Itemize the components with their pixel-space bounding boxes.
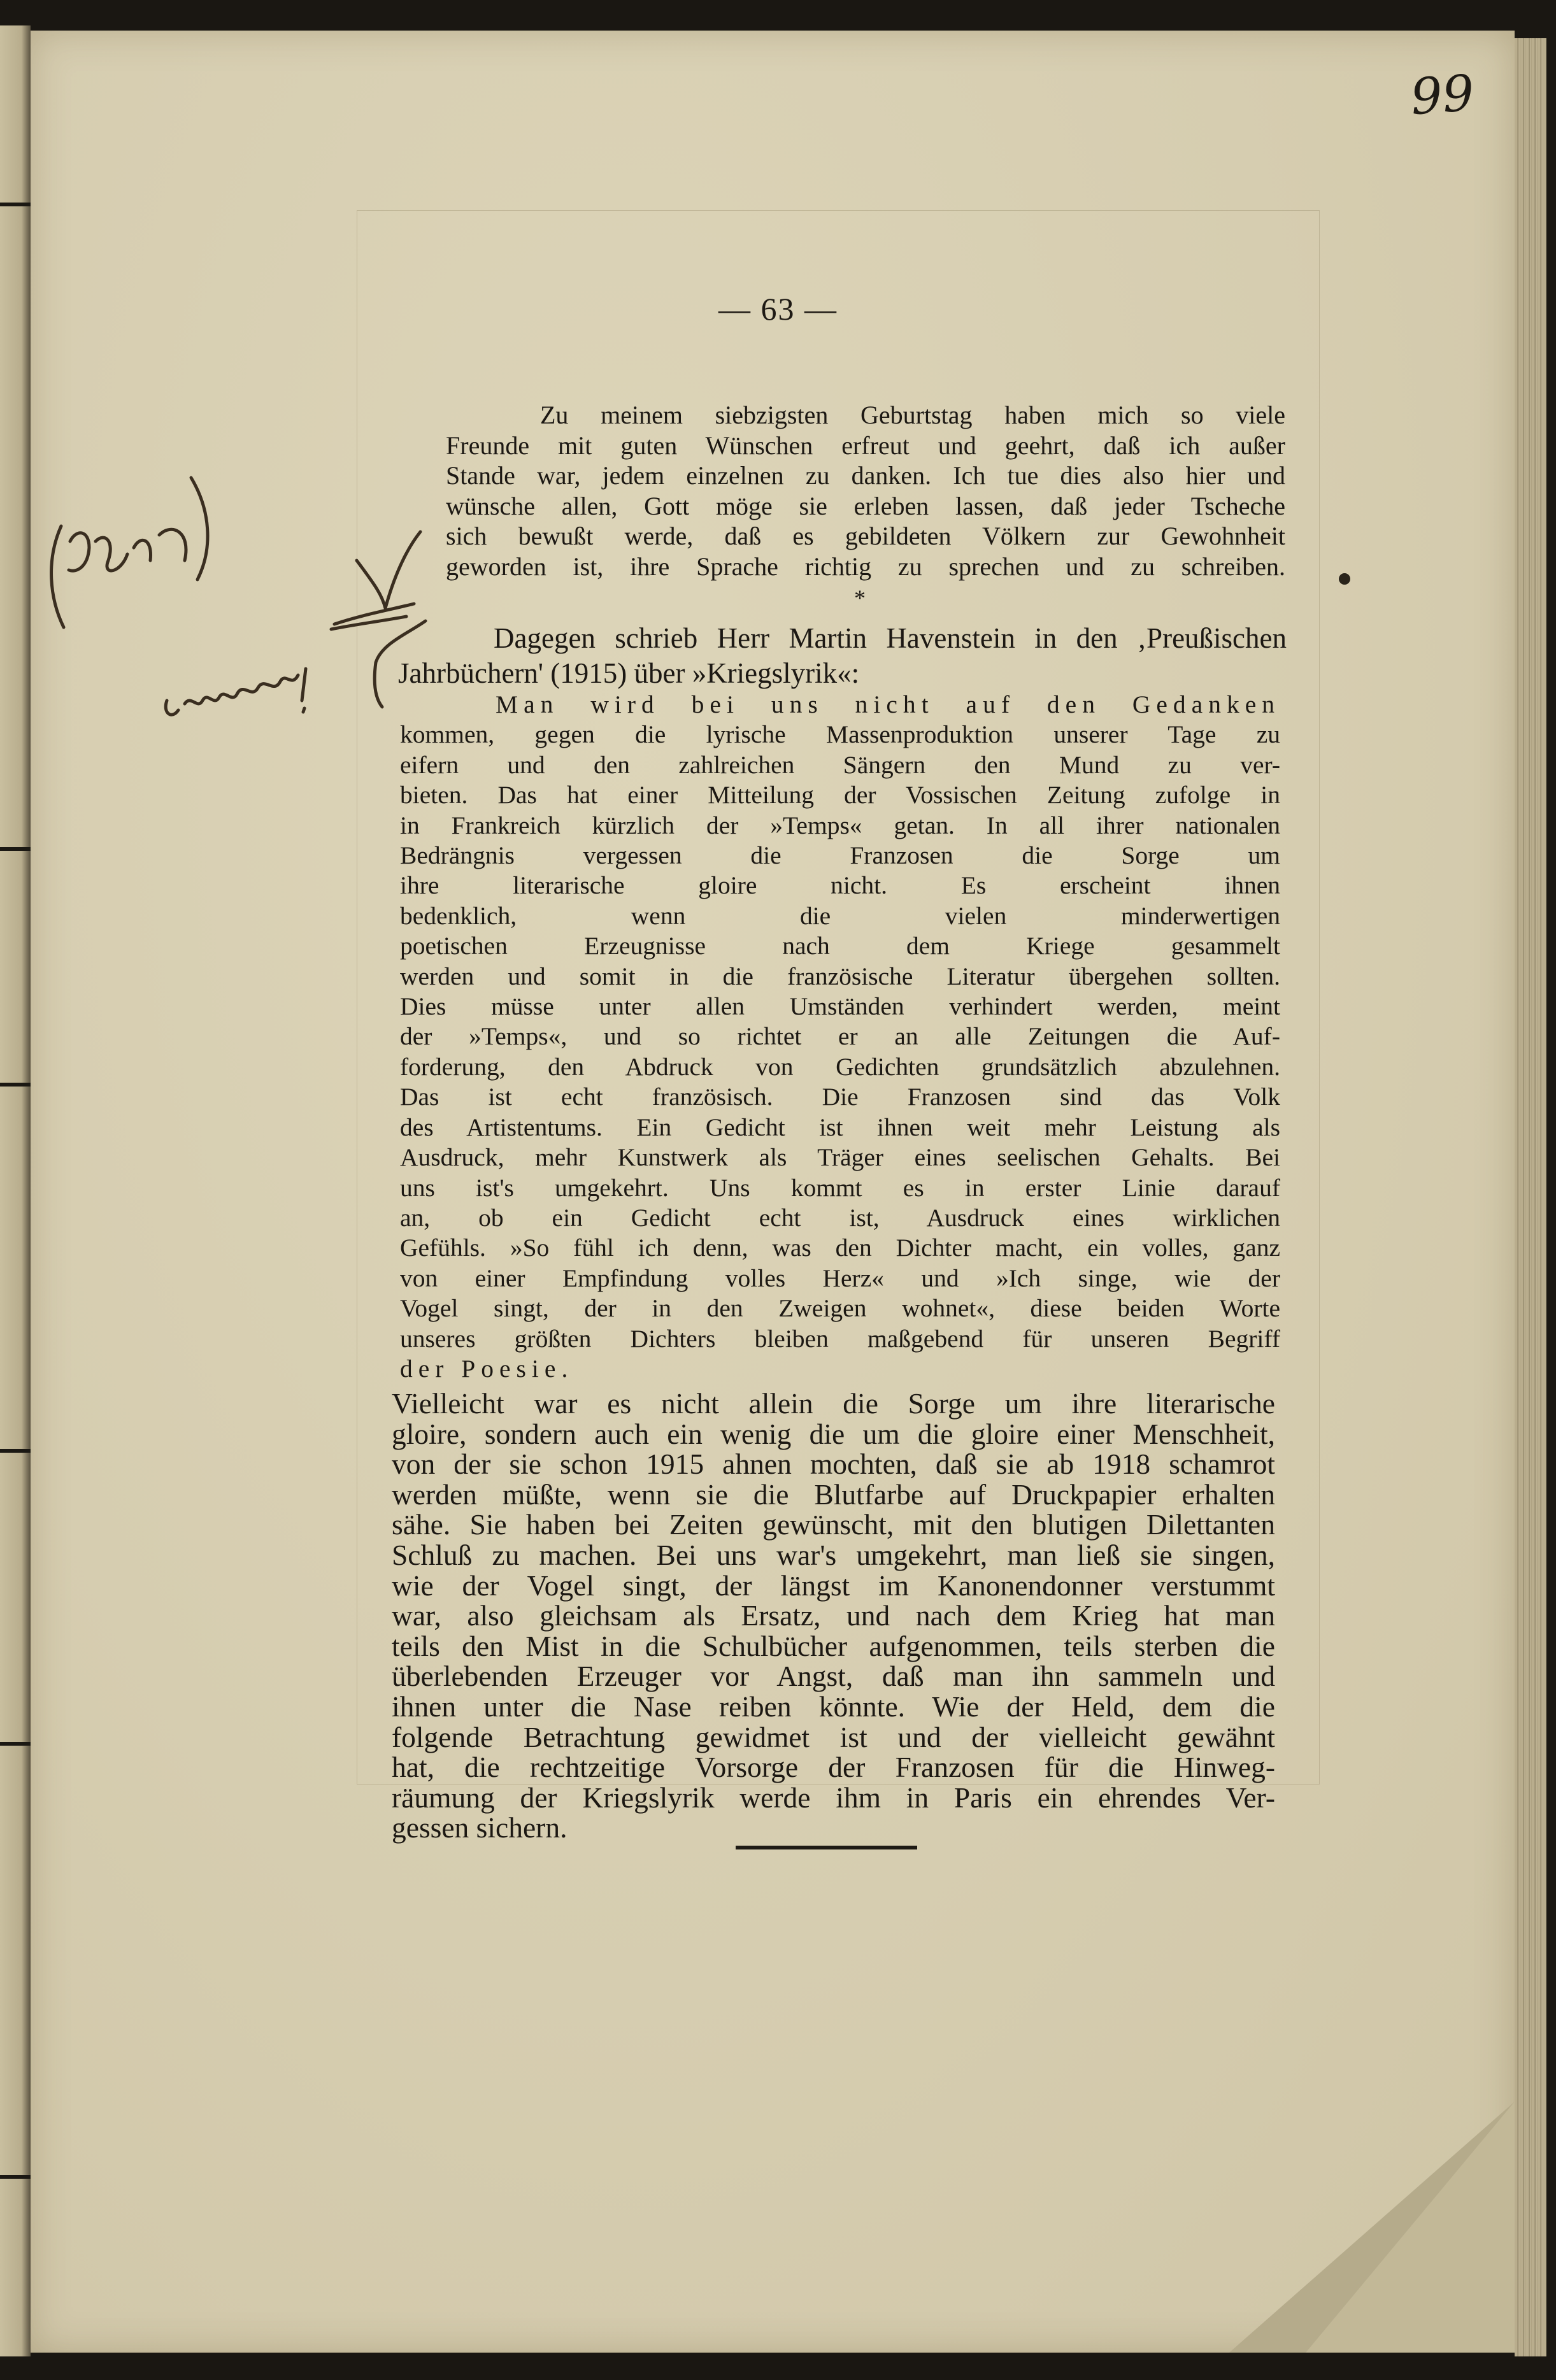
paragraph-conclusion	[392, 1388, 1275, 1843]
text-line: ihnen unter die Nase reiben könnte. Wie der Held, dem die	[392, 1690, 1275, 1723]
text-line: ihre literarische gloire nicht. Es erscheint ihnen	[400, 871, 1280, 900]
edge-mark	[0, 1742, 31, 1746]
text-line: bedenklich, wenn die vielen minderwertigen	[400, 901, 1280, 930]
text-line: Vogel singt, der in den Zweigen wohnet«, diese beiden Worte	[400, 1294, 1280, 1323]
left-page-edge	[0, 25, 31, 2356]
text-line: des Artistentums. Ein Gedicht ist ihnen weit mehr Leistung als	[400, 1113, 1280, 1141]
text-line: Zu meinem siebzigsten Geburtstag haben mich so viele	[540, 401, 1285, 429]
text-line: Vielleicht war es nicht allein die Sorge um ihre literarische	[392, 1387, 1275, 1420]
text-line: Jahrbüchern' (1915) über »Kriegslyrik«:	[398, 657, 860, 689]
text-line: werden und somit in die französische Literatur übergehen sollten.	[400, 962, 1280, 990]
margin-ink-dot	[1339, 573, 1350, 585]
text-line: überlebenden Erzeuger vor Angst, daß man ihn sammeln und	[392, 1660, 1275, 1693]
block-quote	[400, 690, 1280, 1384]
text-line: gloire, sondern auch ein wenig die um die gloire einer Menschheit,	[392, 1417, 1275, 1450]
text-line: eifern und den zahlreichen Sängern den Mund zu ver-	[400, 750, 1280, 779]
page-number: — 63 —	[718, 291, 838, 327]
text-line: bieten. Das hat einer Mitteilung der Vossischen Zeitung zufolge in	[400, 781, 1280, 809]
text-line: sähe. Sie haben bei Zeiten gewünscht, mit den blutigen Dilettanten	[392, 1508, 1275, 1541]
text-line: Stande war, jedem einzelnen zu danken. Ich tue dies also hier und	[446, 461, 1285, 490]
text-line: hat, die rechtzeitige Vorsorge der Franzosen für die Hinweg-	[392, 1751, 1275, 1784]
edge-mark	[0, 2175, 31, 2179]
folio-number: 99	[1408, 64, 1476, 127]
text-line: der Poesie.	[400, 1354, 574, 1383]
text-line: Man wird bei uns nicht auf den Gedanken	[496, 690, 1280, 718]
text-line: Dies müsse unter allen Umständen verhindert werden, meint	[400, 992, 1280, 1021]
paragraph-intro	[398, 621, 1287, 691]
edge-mark	[0, 847, 31, 851]
text-line: gessen sichern.	[392, 1811, 567, 1844]
text-line: geworden ist, ihre Sprache richtig zu sprechen und zu schreiben.	[446, 552, 1285, 581]
text-line: war, also gleichsam als Ersatz, und nach dem Krieg hat man	[392, 1599, 1275, 1632]
text-line: von einer Empfindung volles Herz« und »Ich singe, wie der	[400, 1264, 1280, 1292]
text-line: poetischen Erzeugnisse nach dem Kriege gesammelt	[400, 932, 1280, 960]
text-line: wie der Vogel singt, der längst im Kanonendonner verstummt	[392, 1569, 1275, 1602]
text-line: uns ist's umgekehrt. Uns kommt es in erster Linie darauf	[400, 1173, 1280, 1202]
edge-mark	[0, 1083, 31, 1087]
text-line: Schluß zu machen. Bei uns war's umgekehrt, man ließ sie singen,	[392, 1538, 1275, 1571]
text-line: Gefühls. »So fühl ich denn, was den Dichter macht, ein volles, ganz	[400, 1234, 1280, 1262]
section-asterisk: *	[854, 585, 866, 611]
text-line: folgende Betrachtung gewidmet ist und der vielleicht gewähnt	[392, 1720, 1275, 1753]
text-line: räumung der Kriegslyrik werde ihm in Paris ein ehrendes Ver-	[392, 1781, 1275, 1814]
text-line: sich bewußt werde, daß es gebildeten Völkern zur Gewohnheit	[446, 522, 1285, 550]
text-line: forderung, den Abdruck von Gedichten grundsätzlich abzulehnen.	[400, 1052, 1280, 1081]
text-line: in Frankreich kürzlich der »Temps« getan. In all ihrer nationalen	[400, 811, 1280, 839]
stacked-page-edges	[1515, 38, 1546, 2356]
paragraph-birthday	[446, 400, 1285, 581]
text-line: unseres größten Dichters bleiben maßgebend für unseren Begriff	[400, 1324, 1280, 1353]
text-line: werden müßte, wenn sie die Blutfarbe auf Druckpapier erhalten	[392, 1478, 1275, 1511]
text-line: Bedrängnis vergessen die Franzosen die Sorge um	[400, 841, 1280, 870]
text-line: Ausdruck, mehr Kunstwerk als Träger eines seelischen Gehalts. Bei	[400, 1143, 1280, 1172]
text-line: an, ob ein Gedicht echt ist, Ausdruck eines wirklichen	[400, 1203, 1280, 1232]
text-line: wünsche allen, Gott möge sie erleben lassen, daß jeder Tscheche	[446, 491, 1285, 520]
text-line: der »Temps«, und so richtet er an alle Zeitungen die Auf-	[400, 1022, 1280, 1051]
text-line: von der sie schon 1915 ahnen mochten, daß sie ab 1918 schamrot	[392, 1448, 1275, 1481]
text-line: Das ist echt französisch. Die Franzosen sind das Volk	[400, 1083, 1280, 1111]
edge-mark	[0, 203, 31, 206]
edge-mark	[0, 1449, 31, 1453]
end-rule	[736, 1846, 917, 1849]
text-line: Dagegen schrieb Herr Martin Havenstein in den ‚Preußischen	[494, 622, 1287, 654]
text-line: kommen, gegen die lyrische Massenproduktion unserer Tage zu	[400, 720, 1280, 749]
text-line: Freunde mit guten Wünschen erfreut und geehrt, daß ich außer	[446, 431, 1285, 460]
text-line: teils den Mist in die Schulbücher aufgenommen, teils sterben die	[392, 1629, 1275, 1662]
